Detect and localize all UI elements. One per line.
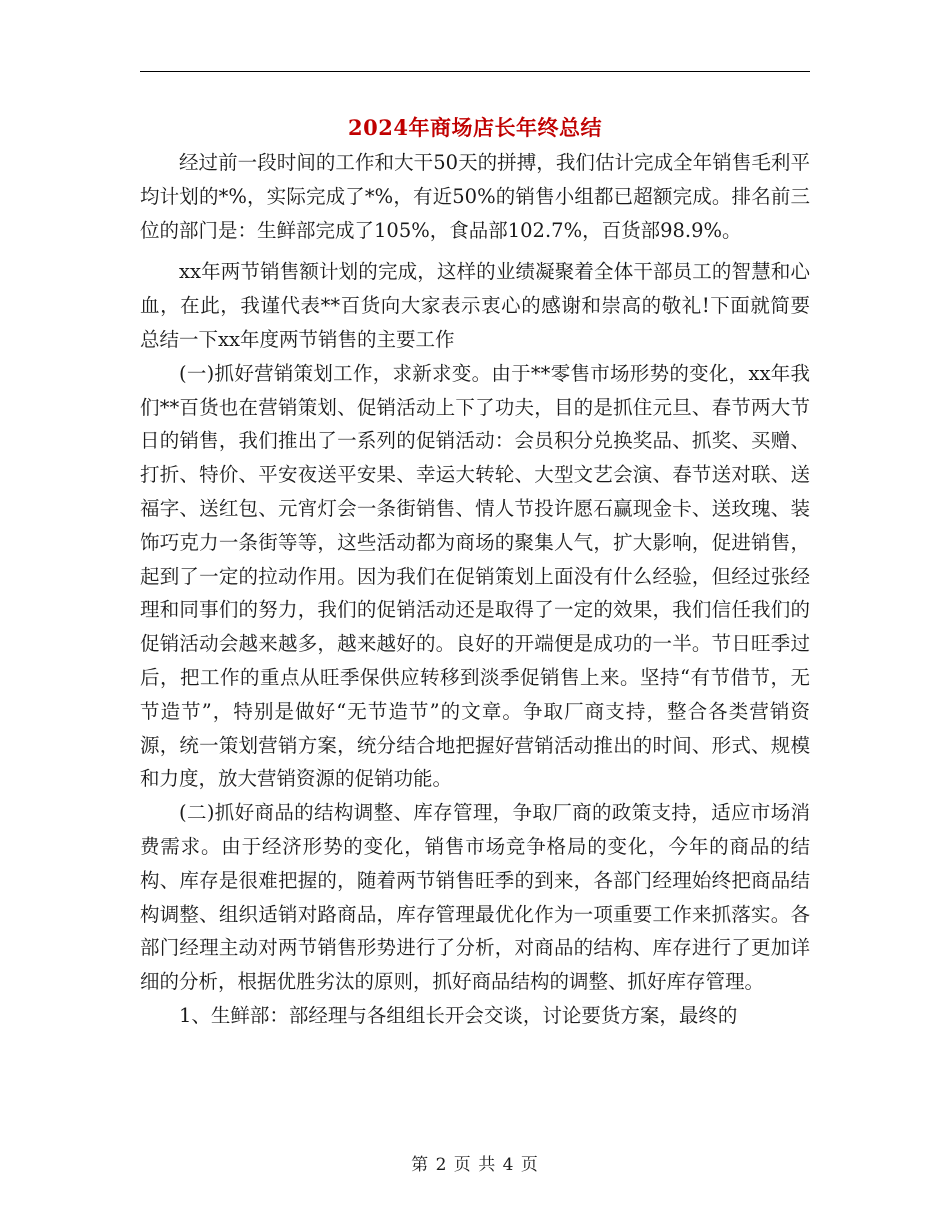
paragraph-fresh-department: 1、生鲜部：部经理与各组组长开会交谈，讨论要货方案，最终的 <box>179 1003 738 1027</box>
paragraph-sales-results: 经过前一段时间的工作和大干50天的拼搏，我们估计完成全年销售毛利平均计划的*%，实际完成了*%，有近50%的销售小组都已超额完成。排名前三位的部门是：生鲜部完成了105%，食品部102.7%，百货部98.9%。 <box>140 151 810 242</box>
document-body <box>140 146 810 1033</box>
paragraph-acknowledgement: xx年两节销售额计划的完成，这样的业绩凝聚着全体干部员工的智慧和心血，在此，我谨代表**百货向大家表示衷心的感谢和崇高的敬礼!下面就简要总结一下xx年度两节销售的主要工作 <box>140 260 810 351</box>
page-footer: 第 2 页 共 4 页 <box>411 1155 539 1175</box>
header-rule <box>140 71 810 72</box>
paragraph-marketing-planning: (一)抓好营销策划工作，求新求变。由于**零售市场形势的变化，xx年我们**百货也在营销策划、促销活动上下了功夫，目的是抓住元旦、春节两大节日的销售，我们推出了一系列的促销活动：会员积分兑换奖品、抓奖、买赠、打折、特价、平安夜送平安果、幸运大转轮、大型文艺会演、春节送对联、送福字、送红包、元宵灯会一条街销售、情人节投许愿石赢现金卡、送玫瑰、装饰巧克力一条街等等，这些活动都为商场的聚集人气，扩大影响，促进销售，起到了一定的拉动作用。因为我们在促销策划上面没有什么经验，但经过张经理和同事们的努力，我们的促销活动还是取得了一定的效果，我们信任我们的促销活动会越来越多，越来越好的。良好的开端便是成功的一半。节日旺季过后，把工作的重点从旺季保供应转移到淡季促销售上来。坚持“有节借节，无节造节”，特别是做好“无节造节”的文章。争取厂商支持，整合各类营销资源，统一策划营销方案，统分结合地把握好营销活动推出的时间、形式、规模和力度，放大营销资源的促销功能。 <box>140 361 810 791</box>
paragraph-inventory-management: (二)抓好商品的结构调整、库存管理，争取厂商的政策支持，适应市场消费需求。由于经济形势的变化，销售市场竞争格局的变化，今年的商品的结构、库存是很难把握的，随着两节销售旺季的到来，各部门经理始终把商品结构调整、组织适销对路商品，库存管理最优化作为一项重要工作来抓落实。各部门经理主动对两节销售形势进行了分析，对商品的结构、库存进行了更加详细的分析，根据优胜劣汰的原则，抓好商品结构的调整、抓好库存管理。 <box>140 801 810 994</box>
document-title: 2024年商场店长年终总结 <box>348 115 602 140</box>
